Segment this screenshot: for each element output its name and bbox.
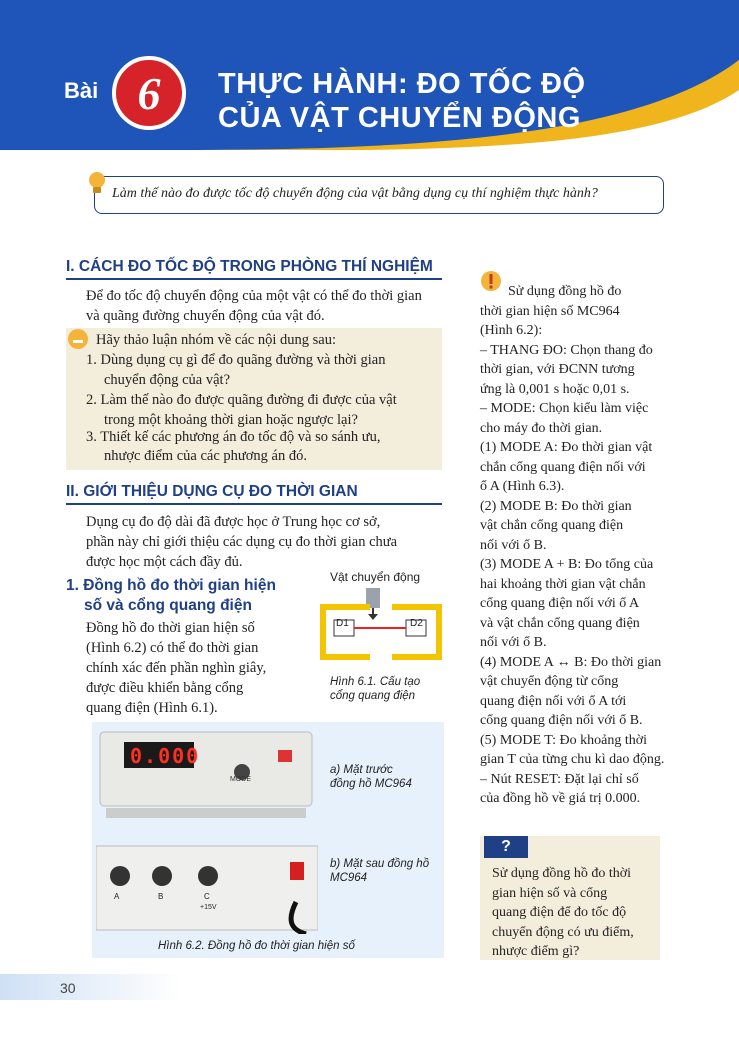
timer-back-photo [96,842,318,934]
note-line: – Nút RESET: Đặt lại chỉ số [480,771,639,787]
note-line: gian T của từng chu kì dao động. [480,752,665,767]
note-line: chắn cổng quang điện nối với [480,459,646,475]
note-line: thời gian, với ĐCNN tương [480,362,635,377]
figure62-back-label-line2: MC964 [330,872,368,884]
usage-notes [480,282,670,809]
subsection-body-line: được điều khiển bằng cổng [86,680,244,696]
discussion-item-cont: trong một khoảng thời gian hoặc ngược lại? [104,412,358,428]
review-question-text [492,864,656,962]
discussion-item: 1. Dùng dụng cụ gì để đo quãng đường và thời gian [86,352,386,368]
section2-para-line2: phần này chỉ giới thiệu các dụng cụ đo thời gian chưa [86,534,398,550]
port-b-label: B [158,892,164,901]
discussion-item-cont: nhược điểm của các phương án đó. [104,448,307,464]
note-line: nối với ổ B. [480,537,547,553]
voltage-label: +15V [200,904,217,911]
timer-display: 0.000 [130,744,201,768]
note-line: thời gian hiện số MC964 [480,303,620,319]
timer-front-photo [96,726,318,832]
note-line: (2) MODE B: Đo thời gian [480,498,632,514]
lesson-number-badge: 6 [112,56,186,130]
lesson-title-line1: THỰC HÀNH: ĐO TỐC ĐỘ [218,68,586,100]
note-line: cổng quang điện nối với ổ B. [480,713,643,728]
section1-underline [66,278,442,280]
discussion-intro: Hãy thảo luận nhóm về các nội dung sau: [96,332,336,348]
photogate-diagram [314,584,448,670]
note-line: quang điện nối với ổ A tới [480,693,627,709]
port-a-label: A [114,892,120,901]
note-line: vật chuyển động từ cổng [480,674,619,689]
review-question-line: quang điện để đo tốc độ [492,905,627,920]
note-line: ứng là 0,001 s hoặc 0,01 s. [480,381,630,397]
note-line: (1) MODE A: Đo thời gian vật [480,440,653,455]
note-line: ổ A (Hình 6.3). [480,479,565,494]
port-c-label: C [204,892,210,901]
intro-question-text: Làm thế nào đo được tốc độ chuyển động của vật bằng dụng cụ thí nghiệm thực hành? [112,186,598,201]
subsection-body-line: Đồng hồ đo thời gian hiện số [86,620,255,636]
lightbulb-icon [86,170,108,196]
section2-underline [66,503,442,505]
diode-d2-label: D2 [410,618,423,629]
figure62-front-label-line1: a) Mặt trước [330,764,393,776]
note-line: hai khoảng thời gian vật chắn [480,576,646,592]
note-line: Sử dụng đồng hồ đo [508,284,622,299]
note-line: cho máy đo thời gian. [480,420,603,436]
hand-icon [66,328,90,350]
review-question-line: nhược điểm gì? [492,944,580,959]
figure61-caption-line2: cổng quang điện [330,690,416,702]
note-line: và vật chắn cổng quang điện [480,615,640,631]
subsection-title-line2: số và cổng quang điện [84,597,252,614]
note-line: – MODE: Chọn kiểu làm việc [480,401,649,416]
note-line: (4) MODE A ↔ B: Đo thời gian [480,654,662,670]
note-line: – THANG ĐO: Chọn thang đo [480,342,653,358]
subsection-body-line: chính xác đến phần nghìn giây, [86,660,267,676]
note-line: (3) MODE A + B: Đo tổng của [480,557,654,572]
section1-para-line1: Để đo tốc độ chuyển động của một vật có thể đo thời gian [86,288,422,304]
section2-para-line1: Dụng cụ đo độ dài đã được học ở Trung học cơ sở, [86,514,381,530]
lesson-label: Bài [64,78,99,103]
figure62-back-label-line1: b) Mặt sau đồng hồ [330,858,430,870]
note-line: vật chắn cổng quang điện [480,518,624,533]
page-number-bar [0,974,180,1000]
figure61-caption-line1: Hình 6.1. Cấu tạo [330,676,421,688]
discussion-item-cont: chuyển động của vật? [104,372,231,388]
note-line: cổng quang điện nối với ổ A [480,596,640,611]
note-line: (Hình 6.2): [480,323,543,338]
subsection-title-line1: 1. Đồng hồ đo thời gian hiện [66,577,276,594]
note-line: (5) MODE T: Đo khoảng thời [480,732,648,748]
discussion-item: 2. Làm thế nào đo được quãng đường đi được của vật [86,392,397,408]
question-mark-badge: ? [484,836,528,858]
section2-para-line3: được học một cách đầy đủ. [86,554,243,570]
review-question-line: Sử dụng đồng hồ đo thời [492,866,632,881]
diode-d1-label: D1 [336,618,349,629]
note-line: nối với ổ B. [480,635,547,650]
figure62-front-label-line2: đồng hồ MC964 [330,778,412,790]
lesson-title-line2: CỦA VẬT CHUYỂN ĐỘNG [218,102,581,134]
discussion-item: 3. Thiết kế các phương án đo tốc độ và so sánh ưu, [86,429,381,445]
section1-heading: I. CÁCH ĐO TỐC ĐỘ TRONG PHÒNG THÍ NGHIỆM [66,258,433,275]
review-question-line: chuyển động có ưu điểm, [492,924,634,940]
review-question-line: gian hiện số và cổng [492,885,608,901]
figure61-label: Vật chuyển động [330,570,421,584]
section1-para-line2: và quãng đường chuyển động của vật đó. [86,308,325,324]
subsection-body-line: (Hình 6.2) có thể đo thời gian [86,640,259,656]
figure62-caption: Hình 6.2. Đồng hồ đo thời gian hiện số [158,940,355,952]
mode-label: MODE [230,776,251,783]
section2-heading: II. GIỚI THIỆU DỤNG CỤ ĐO THỜI GIAN [66,483,358,500]
note-line: của đồng hồ về giá trị 0.000. [480,791,641,806]
subsection-body-line: quang điện (Hình 6.1). [86,700,218,716]
page-number: 30 [60,980,76,996]
